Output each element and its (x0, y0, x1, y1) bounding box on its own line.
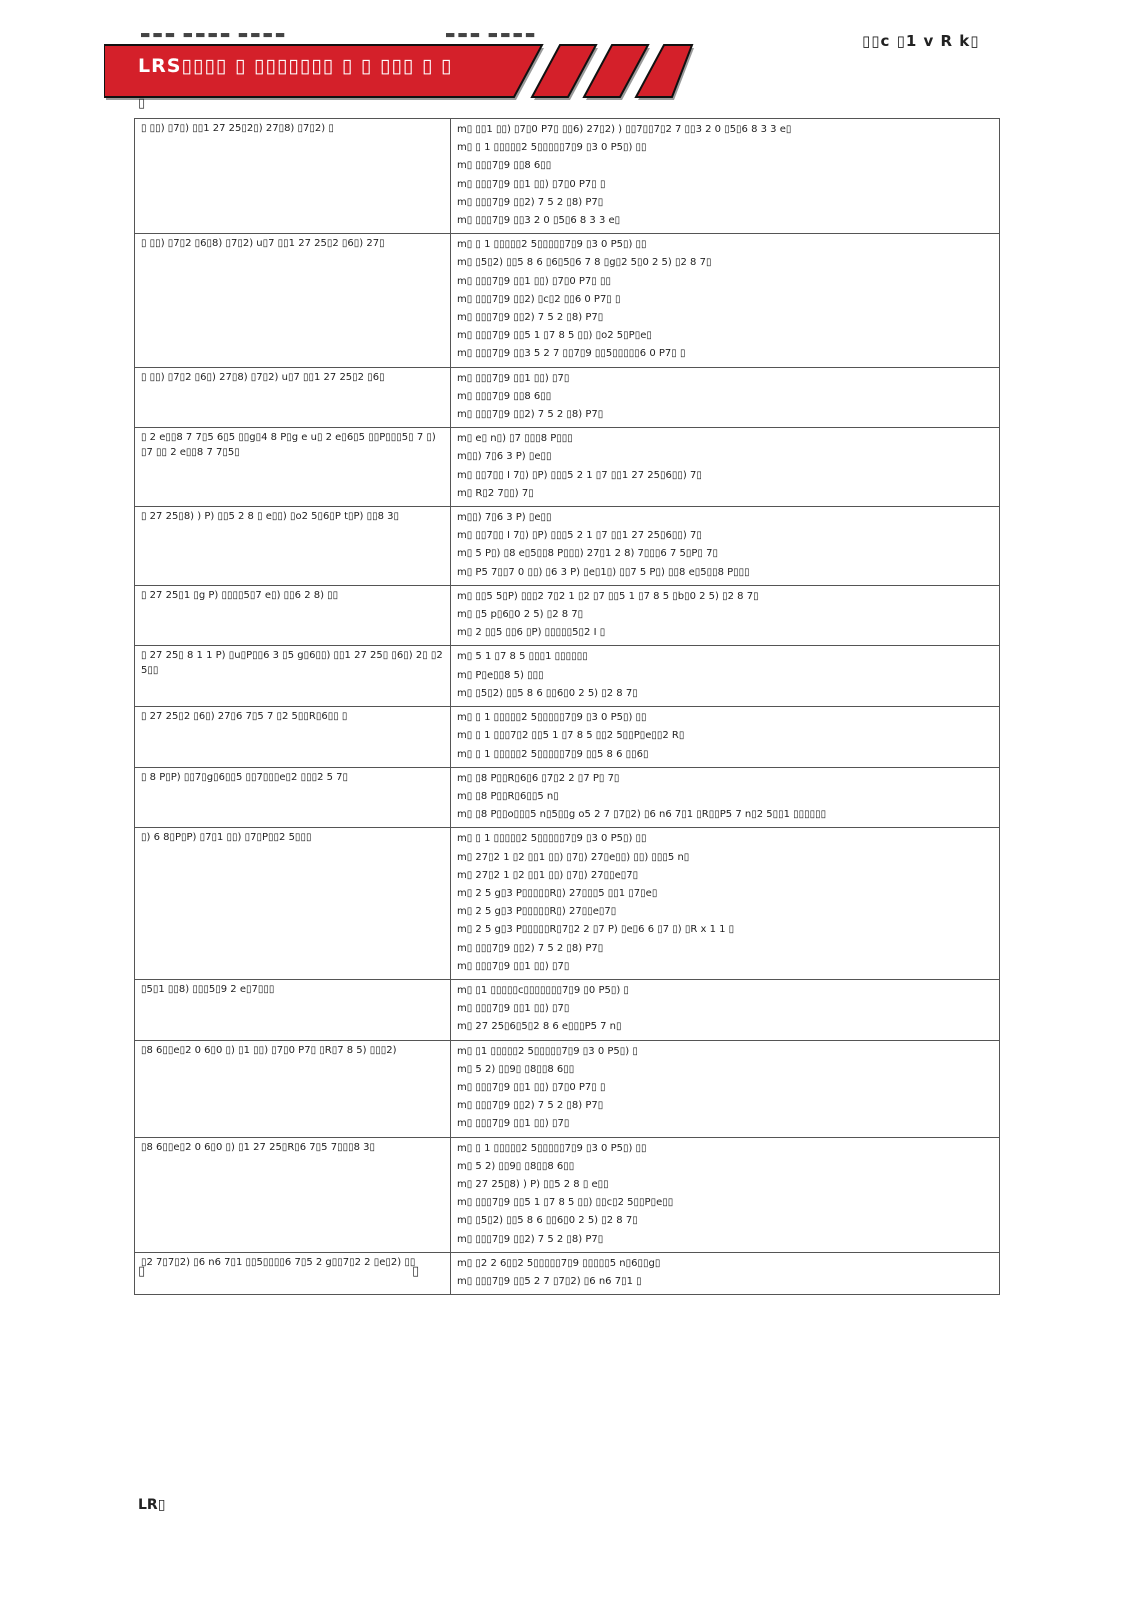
row-details (451, 119, 1000, 234)
footer-text: LR▯ (138, 1497, 166, 1513)
row-label: ▯8 6▯▯e▯2 0 6▯0 ▯) ▯1 27 25▯R▯6 7▯5 7▯▯▯8 3▯ (135, 1137, 451, 1252)
row-details (451, 507, 1000, 586)
table-row (135, 367, 1000, 428)
detail-line: m▯ ▯▯▯7▯9 ▯▯8 6▯▯ (457, 160, 552, 172)
detail-line: m▯ ▯▯▯7▯9 ▯▯5 1 ▯7 8 5 ▯▯) ▯o2 5▯P▯e▯ (457, 330, 652, 342)
detail-line: m▯ ▯▯▯7▯9 ▯▯1 ▯▯) ▯7▯0 P7▯ ▯▯ (457, 275, 611, 287)
top-garble-left: ▬▬▬ ▬▬▬▬ ▬▬▬▬ (140, 28, 288, 41)
detail-line: m▯ ▯8 P▯▯R▯6▯6 ▯7▯2 2 ▯7 P▯ 7▯ (457, 772, 620, 784)
detail-line: m▯ ▯8 P▯▯R▯6▯▯5 n▯ (457, 790, 559, 802)
detail-line: m▯ ▯8 P▯▯o▯▯▯5 n▯5▯▯g o5 2 7 ▯7▯2) ▯6 n6 7▯1 ▯R▯▯P5 7 n▯2 5▯▯1 ▯▯▯▯▯▯ (457, 809, 827, 821)
table-row (135, 234, 1000, 367)
table-row (135, 585, 1000, 646)
row-details (451, 1137, 1000, 1252)
table-row (135, 1252, 1000, 1294)
detail-line: m▯ ▯▯▯7▯9 ▯▯2) 7 5 2 ▯8) P7▯ (457, 1100, 604, 1112)
detail-line: m▯ 2 5 g▯3 P▯▯▯▯▯R▯) 27▯▯▯5 ▯▯1 ▯7▯e▯ (457, 887, 658, 899)
detail-line: m▯ ▯▯7▯▯ I 7▯) ▯P) ▯▯▯5 2 1 ▯7 ▯▯1 27 25▯6▯▯) 7▯ (457, 469, 702, 481)
detail-line: m▯ 27▯2 1 ▯2 ▯▯1 ▯▯) ▯7▯) 27▯e▯▯) ▯▯) ▯▯▯5 n▯ (457, 851, 690, 863)
detail-line: m▯ 5 P▯) ▯8 e▯5▯▯8 P▯▯▯) 27▯1 2 8) 7▯▯▯6 7 5▯P▯ 7▯ (457, 548, 718, 560)
detail-line: m▯ ▯ 1 ▯▯▯▯▯2 5▯▯▯▯▯7▯9 ▯3 0 P5▯) ▯▯ (457, 712, 647, 724)
detail-line: m▯ e▯ n▯) ▯7 ▯▯▯8 P▯▯▯ (457, 433, 573, 445)
detail-line: m▯ ▯▯▯7▯9 ▯▯2) 7 5 2 ▯8) P7▯ (457, 409, 604, 421)
detail-line: m▯ ▯▯▯7▯9 ▯▯2) ▯c▯2 ▯▯6 0 P7▯ ▯ (457, 293, 621, 305)
detail-line: m▯ ▯▯▯7▯9 ▯▯2) 7 5 2 ▯8) P7▯ (457, 1233, 604, 1245)
detail-line: m▯ ▯ 1 ▯▯▯▯▯2 5▯▯▯▯▯7▯9 ▯3 0 P5▯) ▯▯ (457, 1142, 647, 1154)
detail-line: m▯ ▯▯▯7▯9 ▯▯1 ▯▯) ▯7▯0 P7▯ ▯ (457, 178, 606, 190)
detail-line: m▯ ▯▯▯7▯9 ▯▯2) 7 5 2 ▯8) P7▯ (457, 312, 604, 324)
detail-line: m▯ ▯ 1 ▯▯▯▯▯2 5▯▯▯▯▯7▯9 ▯3 0 P5▯) ▯▯ (457, 833, 647, 845)
detail-line: m▯ ▯▯5 5▯P) ▯▯▯2 7▯2 1 ▯2 ▯7 ▯▯5 1 ▯7 8 5 ▯b▯0 2 5) ▯2 8 7▯ (457, 590, 759, 602)
row-label: ▯5▯1 ▯▯8) ▯▯▯5▯9 2 e▯7▯▯▯ (135, 979, 451, 1040)
detail-line: m▯ ▯▯▯7▯9 ▯▯2) 7 5 2 ▯8) P7▯ (457, 942, 604, 954)
table-row (135, 428, 1000, 507)
detail-line: m▯ ▯▯▯7▯9 ▯▯8 6▯▯ (457, 390, 552, 402)
detail-line: m▯ 2 ▯▯5 ▯▯6 ▯P) ▯▯▯▯▯5▯2 I ▯ (457, 627, 606, 639)
detail-line: m▯ 27 25▯8) ) P) ▯▯5 2 8 ▯ e▯▯ (457, 1178, 609, 1190)
detail-line: m▯ ▯▯7▯▯ I 7▯) ▯P) ▯▯▯5 2 1 ▯7 ▯▯1 27 25▯6▯▯) 7▯ (457, 530, 702, 542)
detail-line: m▯ ▯▯▯7▯9 ▯▯1 ▯▯) ▯7▯ (457, 1003, 570, 1015)
table-row (135, 119, 1000, 234)
detail-line: m▯ P5 7▯▯7 0 ▯▯) ▯6 3 P) ▯e▯1▯) ▯▯7 5 P▯) ▯▯8 e▯5▯▯8 P▯▯▯ (457, 566, 750, 578)
row-label: ▯ ▯▯) ▯7▯2 ▯6▯8) ▯7▯2) u▯7 ▯▯1 27 25▯2 ▯6▯) 27▯ (135, 234, 451, 367)
detail-line: m▯ 5 2) ▯▯9▯ ▯8▯▯8 6▯▯ (457, 1160, 575, 1172)
detail-line: m▯ ▯▯▯7▯9 ▯▯2) 7 5 2 ▯8) P7▯ (457, 196, 604, 208)
row-details (451, 767, 1000, 828)
row-details (451, 646, 1000, 707)
detail-line: m▯ 2 5 g▯3 P▯▯▯▯▯R▯) 27▯▯e▯7▯ (457, 906, 617, 918)
detail-line: m▯ ▯1 ▯▯▯▯▯2 5▯▯▯▯▯7▯9 ▯3 0 P5▯) ▯ (457, 1045, 638, 1057)
table-row (135, 1137, 1000, 1252)
row-label: ▯ 27 25▯8) ) P) ▯▯5 2 8 ▯ e▯▯) ▯o2 5▯6▯P t▯P) ▯▯8 3▯ (135, 507, 451, 586)
row-details (451, 828, 1000, 980)
row-details (451, 979, 1000, 1040)
detail-line: m▯ ▯▯▯7▯9 ▯▯5 2 7 ▯7▯2) ▯6 n6 7▯1 ▯ (457, 1275, 642, 1287)
table-row (135, 707, 1000, 768)
detail-line: m▯ ▯5▯2) ▯▯5 8 6 ▯▯6▯0 2 5) ▯2 8 7▯ (457, 1215, 638, 1227)
row-details (451, 1252, 1000, 1294)
row-details (451, 585, 1000, 646)
row-label: ▯ ▯▯) ▯7▯2 ▯6▯) 27▯8) ▯7▯2) u▯7 ▯▯1 27 25▯2 ▯6▯ (135, 367, 451, 428)
table-row (135, 1040, 1000, 1137)
detail-line: m▯ ▯ 1 ▯▯▯▯▯2 5▯▯▯▯▯7▯9 ▯▯5 8 6 ▯▯6▯ (457, 748, 649, 760)
row-label: ▯) 6 8▯P▯P) ▯7▯1 ▯▯) ▯7▯P▯▯2 5▯▯▯ (135, 828, 451, 980)
row-details (451, 707, 1000, 768)
row-label: ▯2 7▯7▯2) ▯6 n6 7▯1 ▯▯5▯▯▯▯6 7▯5 2 g▯▯7▯2 2 ▯e▯2) ▯▯ (135, 1252, 451, 1294)
table-row (135, 979, 1000, 1040)
row-label: ▯ 27 25▯2 ▯6▯) 27▯6 7▯5 7 ▯2 5▯▯R▯6▯▯ ▯ (135, 707, 451, 768)
row-details (451, 1040, 1000, 1137)
after-table-marker-left: ▯ (138, 1264, 146, 1279)
detail-line: m▯ ▯▯▯7▯9 ▯▯1 ▯▯) ▯7▯ (457, 1118, 570, 1130)
detail-line: m▯ ▯ 1 ▯▯▯▯▯2 5▯▯▯▯▯7▯9 ▯3 0 P5▯) ▯▯ (457, 142, 647, 154)
detail-line: m▯▯) 7▯6 3 P) ▯e▯▯ (457, 512, 552, 524)
banner-title: LRS▯▯▯▯ ▯ ▯▯▯▯▯▯▯ ▯ ▯ ▯▯▯ ▯ ▯ (138, 55, 453, 77)
top-garble-mid: ▬▬▬ ▬▬▬▬ (445, 28, 538, 41)
detail-line: m▯ P▯e▯▯8 5) ▯▯▯ (457, 669, 544, 681)
section-marker: ▯ (138, 96, 146, 111)
detail-line: m▯ ▯ 1 ▯▯▯▯▯2 5▯▯▯▯▯7▯9 ▯3 0 P5▯) ▯▯ (457, 239, 647, 251)
header-right-text: ▯▯c ▯1 v R k▯ (862, 32, 980, 50)
row-label: ▯ 27 25▯ 8 1 1 P) ▯u▯P▯▯6 3 ▯5 g▯6▯▯) ▯▯1 27 25▯ ▯6▯) 2▯ ▯2 5▯▯ (135, 646, 451, 707)
detail-line: m▯ ▯▯▯7▯9 ▯▯1 ▯▯) ▯7▯ (457, 960, 570, 972)
table-row (135, 507, 1000, 586)
row-label: ▯ ▯▯) ▯7▯) ▯▯1 27 25▯2▯) 27▯8) ▯7▯2) ▯ (135, 119, 451, 234)
detail-line: m▯ ▯2 2 6▯▯2 5▯▯▯▯▯7▯9 ▯▯▯▯▯5 n▯6▯▯g▯ (457, 1257, 661, 1269)
row-label: ▯ 27 25▯1 ▯g P) ▯▯▯▯5▯7 e▯) ▯▯6 2 8) ▯▯ (135, 585, 451, 646)
detail-line: m▯ 27▯2 1 ▯2 ▯▯1 ▯▯) ▯7▯) 27▯▯e▯7▯ (457, 869, 639, 881)
detail-line: m▯▯) 7▯6 3 P) ▯e▯▯ (457, 451, 552, 463)
row-details (451, 234, 1000, 367)
table-row (135, 767, 1000, 828)
detail-line: m▯ ▯▯▯7▯9 ▯▯3 2 0 ▯5▯6 8 3 3 e▯ (457, 215, 621, 227)
detail-line: m▯ 5 1 ▯7 8 5 ▯▯▯1 ▯▯▯▯▯▯ (457, 651, 588, 663)
table-row (135, 828, 1000, 980)
detail-line: m▯ ▯5 p▯6▯0 2 5) ▯2 8 7▯ (457, 609, 584, 621)
detail-line: m▯ ▯ 1 ▯▯▯7▯2 ▯▯5 1 ▯7 8 5 ▯▯2 5▯▯P▯e▯▯2 R▯ (457, 730, 685, 742)
detail-line: m▯ ▯5▯2) ▯▯5 8 6 ▯6▯5▯6 7 8 ▯g▯2 5▯0 2 5) ▯2 8 7▯ (457, 257, 712, 269)
row-details (451, 367, 1000, 428)
detail-line: m▯ 2 5 g▯3 P▯▯▯▯▯R▯7▯2 2 ▯7 P) ▯e▯6 6 ▯7 ▯) ▯R x 1 1 ▯ (457, 924, 735, 936)
detail-line: m▯ ▯5▯2) ▯▯5 8 6 ▯▯6▯0 2 5) ▯2 8 7▯ (457, 687, 638, 699)
detail-line: m▯ ▯▯▯7▯9 ▯▯1 ▯▯) ▯7▯ (457, 372, 570, 384)
row-label: ▯ 8 P▯P) ▯▯7▯g▯6▯▯5 ▯▯7▯▯▯e▯2 ▯▯▯2 5 7▯ (135, 767, 451, 828)
after-table-marker-mid: ▯ (412, 1264, 420, 1279)
detail-line: m▯ R▯2 7▯▯) 7▯ (457, 487, 534, 499)
detail-line: m▯ ▯▯▯7▯9 ▯▯5 1 ▯7 8 5 ▯▯) ▯▯c▯2 5▯▯P▯e▯▯ (457, 1197, 674, 1209)
detail-line: m▯ ▯▯▯7▯9 ▯▯3 5 2 7 ▯▯7▯9 ▯▯5▯▯▯▯▯6 0 P7▯ ▯ (457, 348, 686, 360)
detail-line: m▯ ▯1 ▯▯▯▯▯c▯▯▯▯▯▯▯7▯9 ▯0 P5▯) ▯ (457, 984, 629, 996)
row-label: ▯8 6▯▯e▯2 0 6▯0 ▯) ▯1 ▯▯) ▯7▯0 P7▯ ▯R▯7 8 5) ▯▯▯2) (135, 1040, 451, 1137)
detail-line: m▯ ▯▯1 ▯▯) ▯7▯0 P7▯ ▯▯6) 27▯2) ) ▯▯7▯▯7▯2 7 ▯▯3 2 0 ▯5▯6 8 3 3 e▯ (457, 124, 792, 135)
detail-line: m▯ 5 2) ▯▯9▯ ▯8▯▯8 6▯▯ (457, 1063, 575, 1075)
detail-line: m▯ 27 25▯6▯5▯2 8 6 e▯▯▯P5 7 n▯ (457, 1021, 622, 1033)
row-label: ▯ 2 e▯▯8 7 7▯5 6▯5 ▯▯g▯4 8 P▯g e u▯ 2 e▯6▯5 ▯▯P▯▯▯5▯ 7 ▯) ▯7 ▯▯ 2 e▯▯8 7 7▯5▯ (135, 428, 451, 507)
table-row (135, 646, 1000, 707)
spec-table (134, 118, 1000, 1295)
detail-line: m▯ ▯▯▯7▯9 ▯▯1 ▯▯) ▯7▯0 P7▯ ▯ (457, 1081, 606, 1093)
row-details (451, 428, 1000, 507)
